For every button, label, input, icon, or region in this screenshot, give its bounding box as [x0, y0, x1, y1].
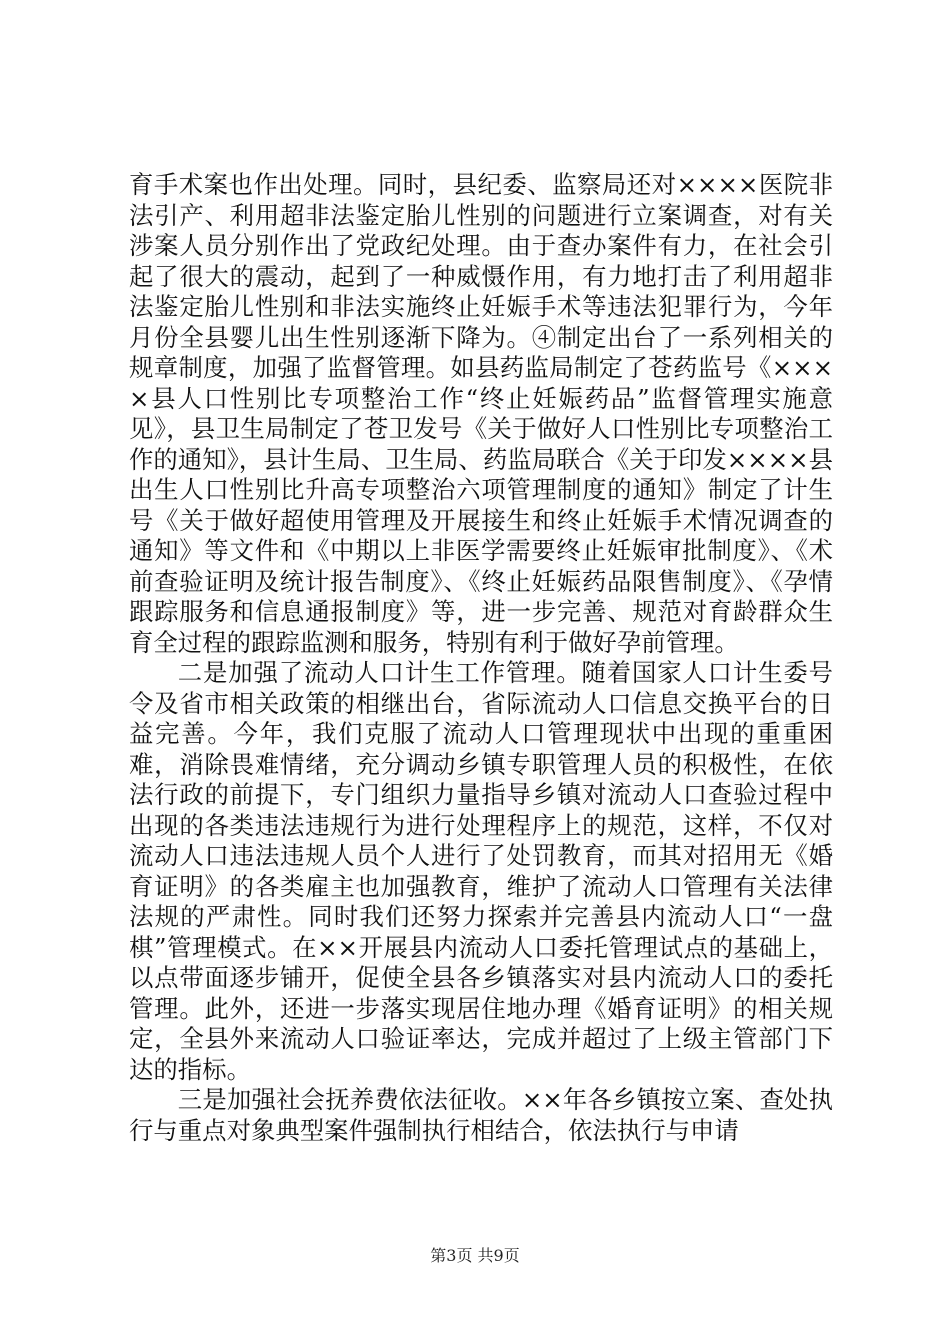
- document-body: [129, 170, 833, 1146]
- page-number-footer: 第3页 共9页: [430, 1246, 520, 1265]
- paragraph-1: 育手术案也作出处理。同时，县纪委、监察局还对××××医院非法引产、利用超非法鉴定胎儿性别的问题进行立案调查，对有关涉案人员分别作出了党政纪处理。由于查办案件有力，在社会引起了很大的震动，起到了一种威慑作用，有力地打击了利用超非法鉴定胎儿性别和非法实施终止妊娠手术等违法犯罪行为，今年月份全县婴儿出生性别逐渐下降为。④制定出台了一系列相关的规章制度，加强了监督管理。如县药监局制定了苍药监号《××××县人口性别比专项整治工作“终止妊娠药品”监督管理实施意见》，县卫生局制定了苍卫发号《关于做好人口性别比专项整治工作的通知》，县计生局、卫生局、药监局联合《关于印发××××县出生人口性别比升高专项整治六项管理制度的通知》制定了计生号《关于做好超使用管理及开展接生和终止妊娠手术情况调查的通知》等文件和《中期以上非医学需要终止妊娠审批制度》、《术前查验证明及统计报告制度》、《终止妊娠药品限售制度》、《孕情跟踪服务和信息通报制度》等，进一步完善、规范对育龄群众生育全过程的跟踪监测和服务，特别有利于做好孕前管理。: [129, 170, 833, 657]
- paragraph-3: 三是加强社会抚养费依法征收。××年各乡镇按立案、查处执行与重点对象典型案件强制执行相结合，依法执行与申请: [129, 1085, 833, 1145]
- paragraph-2: 二是加强了流动人口计生工作管理。随着国家人口计生委号令及省市相关政策的相继出台，省际流动人口信息交换平台的日益完善。今年，我们克服了流动人口管理现状中出现的重重困难，消除畏难情绪，充分调动乡镇专职管理人员的积极性，在依法行政的前提下，专门组织力量指导乡镇对流动人口查验过程中出现的各类违法违规行为进行处理程序上的规范，这样，不仅对流动人口违法违规人员个人进行了处罚教育，而其对招用无《婚育证明》的各类雇主也加强教育，维护了流动人口管理有关法律法规的严肃性。同时我们还努力探索并完善县内流动人口“一盘棋”管理模式。在××开展县内流动人口委托管理试点的基础上，以点带面逐步铺开，促使全县各乡镇落实对县内流动人口的委托管理。此外，还进一步落实现居住地办理《婚育证明》的相关规定，全县外来流动人口验证率达，完成并超过了上级主管部门下达的指标。: [129, 658, 833, 1084]
